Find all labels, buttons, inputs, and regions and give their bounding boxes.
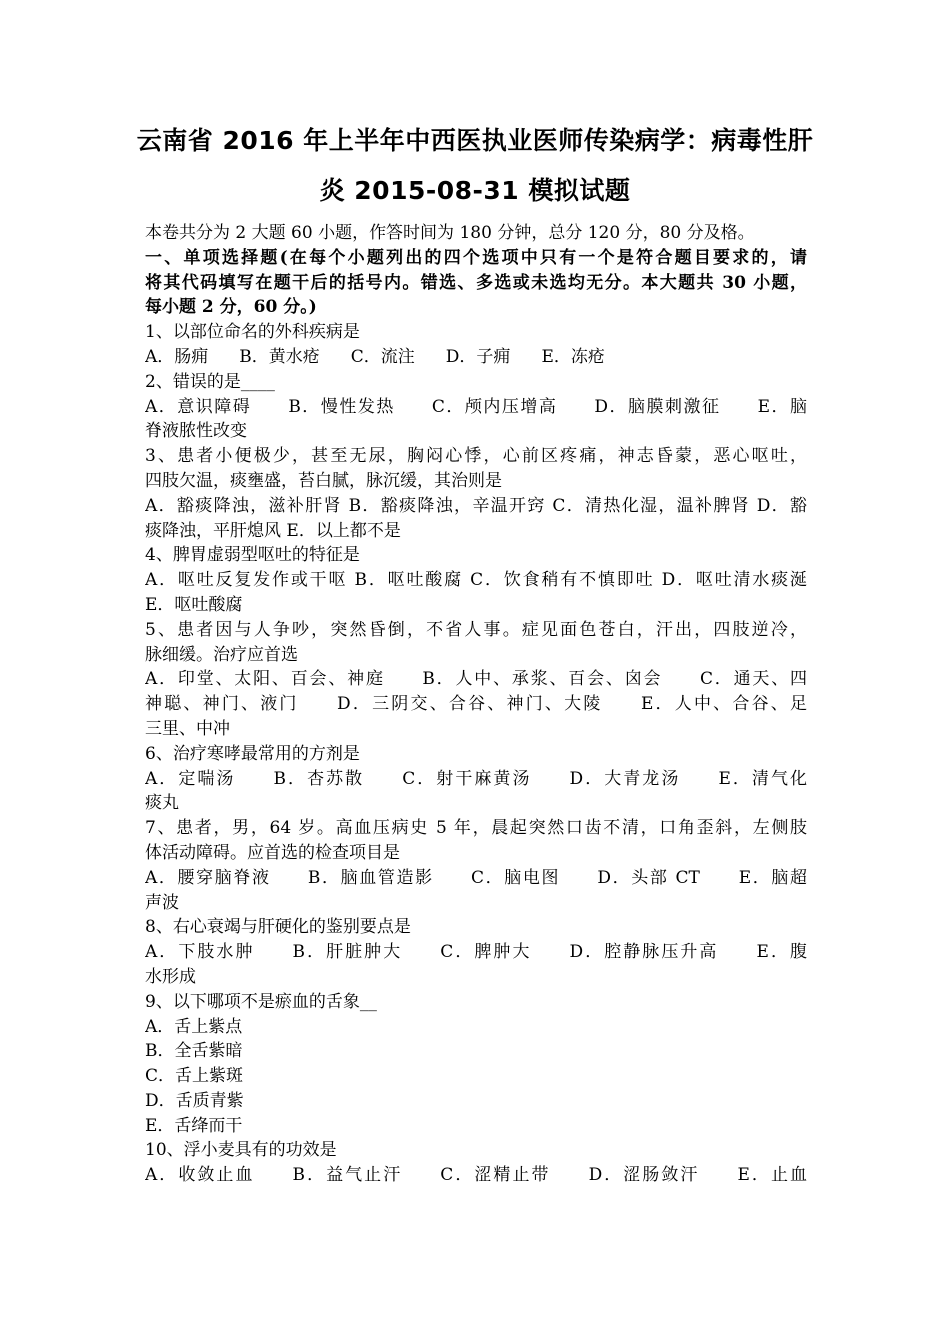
question-options-line: 水形成 [145, 966, 196, 987]
question-7 [145, 816, 807, 915]
question-4 [145, 543, 807, 617]
question-options-line: A．意识障碍 B．慢性发热 C．颅内压增高 D．脑膜刺激征 E．脑 [145, 396, 807, 417]
option-d: D．子痈 [445, 346, 511, 367]
question-options-line: A．腰穿脑脊液 B．脑血管造影 C．脑电图 D．头部 CT E．脑超 [145, 867, 807, 888]
option-a: A．舌上紫点 [145, 1016, 243, 1037]
section-line: 每小题 2 分，60 分。) [145, 297, 317, 318]
question-options-line: A．呕吐反复发作或干呕 B．呕吐酸腐 C．饮食稍有不慎即吐 D．呕吐清水痰涎 [145, 570, 807, 591]
section-line: 一、单项选择题(在每个小题列出的四个选项中只有一个是符合题目要求的，请 [145, 247, 807, 268]
document-title-line-1: 云南省 2016 年上半年中西医执业医师传染病学：病毒性肝 [136, 126, 814, 155]
question-options-line: 痰丸 [145, 793, 179, 814]
question-options-line: A．印堂、太阳、百会、神庭 B．人中、承浆、百会、囟会 C．通天、四 [145, 669, 807, 690]
option-e: E．舌绛而干 [145, 1115, 243, 1136]
option-c: C．舌上紫斑 [145, 1066, 244, 1087]
question-1 [145, 320, 807, 370]
question-stem: 4、脾胃虚弱型呕吐的特征是 [145, 545, 360, 566]
document-body [145, 221, 807, 1188]
option-a: A．肠痈 [145, 346, 209, 367]
exam-intro: 本卷共分为 2 大题 60 小题，作答时间为 180 分钟，总分 120 分，80 分及格。 [145, 223, 755, 243]
question-stem: 7、患者，男，64 岁。高血压病史 5 年，晨起突然口齿不清，口角歪斜，左侧肢 [145, 818, 807, 839]
question-options-line: E．呕吐酸腐 [145, 594, 243, 615]
section-line: 将其代码填写在题干后的括号内。错选、多选或未选均无分。本大题共 30 小题， [145, 272, 807, 293]
question-stem: 8、右心衰竭与肝硬化的鉴别要点是 [145, 917, 411, 938]
question-5 [145, 618, 807, 742]
question-stem: 四肢欠温，痰壅盛，苔白腻，脉沉缓，其治则是 [145, 470, 502, 491]
question-stem: 6、治疗寒哮最常用的方剂是 [145, 743, 360, 764]
question-options-line: 声波 [145, 892, 179, 913]
question-6 [145, 742, 807, 816]
question-options [145, 345, 807, 370]
question-options-line: 神聪、神门、液门 D．三阴交、合谷、神门、大陵 E．人中、合谷、足 [145, 694, 807, 715]
question-10 [145, 1138, 807, 1188]
question-stem: 1、以部位命名的外科疾病是 [145, 322, 360, 343]
question-stem: 10、浮小麦具有的功效是 [145, 1140, 337, 1161]
option-e: E．冻疮 [541, 346, 605, 367]
question-stem: 3、患者小便极少，甚至无尿，胸闷心悸，心前区疼痛，神志昏蒙，恶心呕吐， [145, 446, 807, 467]
document-title-line-2: 炎 2015-08-31 模拟试题 [319, 176, 631, 205]
question-3 [145, 444, 807, 543]
question-options-line: 痰降浊，平肝熄风 E．以上都不是 [145, 520, 401, 541]
question-options-line: A．收敛止血 B．益气止汗 C．涩精止带 D．涩肠敛汗 E．止血 [145, 1165, 807, 1186]
option-b: B．全舌紫暗 [145, 1041, 243, 1062]
question-options-line: 三里、中冲 [145, 718, 230, 739]
question-options-line: 脊液脓性改变 [145, 421, 247, 442]
option-d: D．舌质青紫 [145, 1090, 244, 1111]
option-c: C．流注 [350, 346, 415, 367]
question-options-line: A．豁痰降浊，滋补肝肾 B．豁痰降浊，辛温开窍 C．清热化湿，温补脾肾 D．豁 [145, 495, 807, 516]
question-options-line: A．下肢水肿 B．肝脏肿大 C．脾肿大 D．腔静脉压升高 E．腹 [145, 942, 807, 963]
question-9 [145, 990, 807, 1139]
section-instructions [145, 246, 807, 320]
question-stem: 2、错误的是____ [145, 371, 275, 392]
option-b: B．黄水疮 [239, 346, 320, 367]
question-8 [145, 915, 807, 989]
question-stem: 9、以下哪项不是瘀血的舌象__ [145, 991, 377, 1012]
question-stem: 脉细缓。治疗应首选 [145, 644, 298, 665]
question-2 [145, 370, 807, 444]
question-options-line: A．定喘汤 B．杏苏散 C．射干麻黄汤 D．大青龙汤 E．清气化 [145, 768, 807, 789]
question-stem: 5、患者因与人争吵，突然昏倒，不省人事。症见面色苍白，汗出，四肢逆冷， [145, 619, 807, 640]
question-stem: 体活动障碍。应首选的检查项目是 [145, 842, 400, 863]
